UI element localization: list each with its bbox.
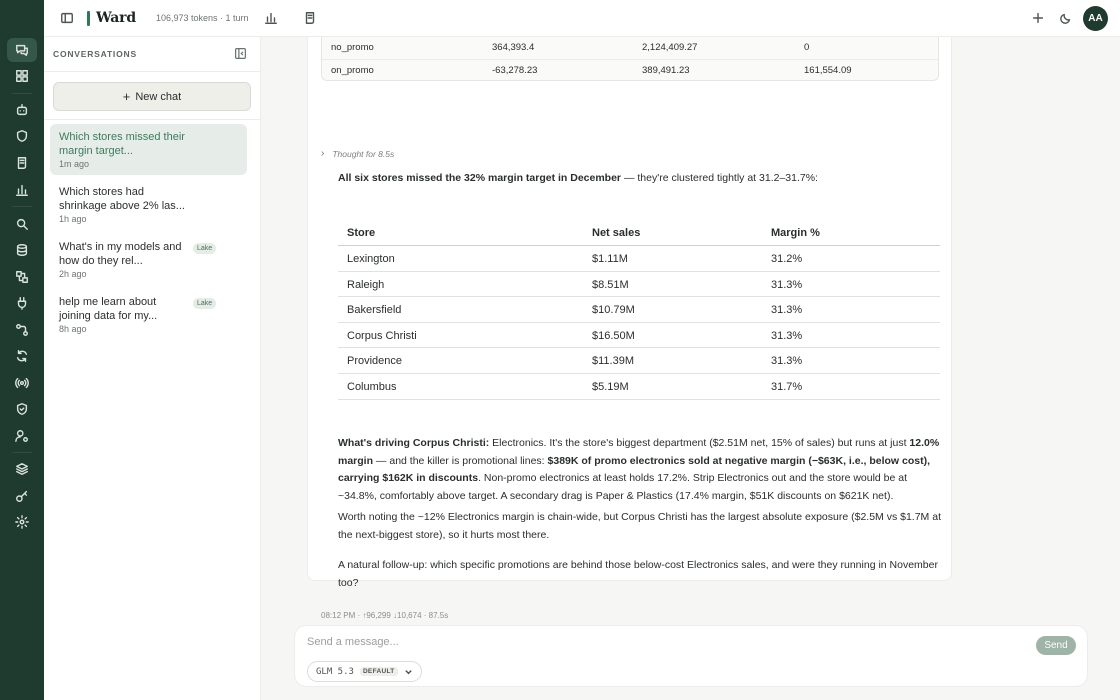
table-cell: 389,491.23: [642, 65, 690, 76]
moon-icon[interactable]: [1059, 11, 1073, 30]
table-cell: on_promo: [331, 65, 374, 76]
followup-paragraph: A natural follow-up: which specific promotions are behind those below-cost Electronics sales, and were they running in November too?: [338, 559, 938, 589]
collapse-sidebar-icon[interactable]: [234, 47, 247, 65]
scroll-icon[interactable]: [7, 151, 37, 175]
table-cell: 31.3%: [771, 329, 803, 342]
scroll-icon[interactable]: [303, 11, 317, 30]
grid-icon[interactable]: [7, 64, 37, 88]
icon-rail: [0, 0, 44, 700]
chat-area: [262, 37, 1120, 700]
new-chat-button[interactable]: [53, 82, 251, 111]
chevron-down-icon: [404, 663, 413, 681]
conversation-item[interactable]: [50, 124, 247, 175]
brand-mark: [87, 11, 90, 26]
shield-icon[interactable]: [7, 124, 37, 148]
table-cell: $1.11M: [592, 253, 628, 265]
bold-text: What's driving Corpus Christi:: [338, 437, 490, 449]
body-text: — and the killer is promotional lines:: [373, 454, 548, 467]
table-cell: 31.3%: [771, 304, 803, 317]
column-header: Store: [347, 227, 376, 239]
model-name: GLM 5.3: [316, 666, 354, 677]
note-paragraph: Worth noting the ~12% Electronics margin is chain-wide, but Corpus Christi has the largest absolute exposure ($2.5M vs $1.7M at the next-biggest store), so it hurts most there.: [338, 511, 941, 541]
table-cell: -63,278.23: [492, 65, 538, 76]
analysis-paragraph: [338, 435, 941, 505]
body-text: Electronics. It's the store's biggest department ($2.51M net, 15% of sales) but runs at just: [489, 437, 910, 449]
table-row: [338, 323, 940, 349]
table-cell: Corpus Christi: [347, 329, 417, 342]
chat-icon[interactable]: [7, 38, 37, 62]
rail-divider: [12, 452, 32, 453]
conversation-item[interactable]: [50, 179, 247, 230]
table-cell: 364,393.4: [492, 42, 535, 53]
conversation-item[interactable]: [50, 234, 247, 285]
new-chat-label: New chat: [135, 90, 182, 103]
table-row: [322, 37, 938, 59]
bot-icon[interactable]: [7, 98, 37, 122]
conversation-title: What's in my models and how do they rel...: [59, 241, 182, 267]
table-cell: Columbus: [347, 380, 397, 393]
model-selector[interactable]: [307, 661, 422, 682]
table-cell: Providence: [347, 355, 403, 368]
top-bar: [44, 0, 1120, 37]
intro-paragraph: [338, 170, 941, 188]
table-cell: no_promo: [331, 42, 374, 53]
table-cell: 31.3%: [771, 278, 803, 291]
thought-label: Thought for 8.5s: [332, 148, 395, 159]
bold-text: $389K of promo electronics sold at negative margin (−$63K, i.e., below cost), carrying $162K in discounts: [338, 454, 931, 484]
plus-icon[interactable]: [1031, 11, 1045, 30]
bar-chart-icon[interactable]: [264, 11, 278, 30]
table-row: [338, 348, 940, 374]
database-icon[interactable]: [7, 238, 37, 262]
conversation-time: 1h ago: [59, 214, 87, 224]
table-cell: Raleigh: [347, 278, 385, 291]
body-text: . Non-promo electronics at least holds 17.2%. Strip Electronics out and the store would be at ~34.8%, comfortably above target. A secondary drag is Paper & Plastics (17.4% margin, $51K discounts on $621K net).: [338, 472, 908, 502]
table-cell: 0: [804, 42, 810, 53]
conversation-item[interactable]: [50, 289, 247, 340]
conversation-time: 1m ago: [59, 159, 90, 169]
send-button[interactable]: Send: [1036, 636, 1076, 655]
intro-text: — they're clustered tightly at 31.2–31.7%:: [621, 172, 818, 184]
table-cell: 31.7%: [771, 380, 803, 393]
table-cell: Lexington: [347, 253, 395, 265]
chevron-right-icon: ›: [321, 148, 325, 159]
app-brand: Ward: [96, 10, 136, 26]
table-cell: $10.79M: [592, 304, 635, 317]
conversation-time: 8h ago: [59, 324, 87, 334]
key-icon[interactable]: [7, 484, 37, 508]
table-cell: $16.50M: [592, 329, 635, 342]
user-settings-icon[interactable]: [7, 424, 37, 448]
search-icon[interactable]: [7, 212, 37, 236]
transform-icon[interactable]: [7, 265, 37, 289]
conversations-sidebar: [44, 37, 261, 700]
promo-table: [321, 37, 939, 81]
table-cell: $5.19M: [592, 380, 629, 393]
table-row: [338, 272, 940, 298]
sidebar-heading: CONVERSATIONS: [53, 49, 137, 59]
conversation-time: 2h ago: [59, 269, 87, 279]
lake-tag: Lake: [193, 298, 216, 309]
avatar[interactable]: AA: [1083, 6, 1108, 31]
bold-text: 12.0% margin: [338, 437, 940, 467]
sidebar-divider: [44, 71, 261, 72]
layers-icon[interactable]: [7, 457, 37, 481]
conversation-title: help me learn about joining data for my...: [59, 296, 158, 322]
workflow-icon[interactable]: [7, 318, 37, 342]
table-cell: Bakersfield: [347, 304, 402, 317]
table-cell: $8.51M: [592, 278, 629, 291]
table-row: [338, 297, 940, 323]
message-input[interactable]: [307, 636, 1007, 648]
broadcast-icon[interactable]: [7, 371, 37, 395]
token-meta: 106,973 tokens · 1 turn: [156, 13, 249, 23]
column-header: Net sales: [592, 227, 641, 239]
table-cell: 2,124,409.27: [642, 42, 698, 53]
table-row: [322, 59, 938, 81]
table-row: [338, 246, 940, 272]
conversation-title: Which stores had shrinkage above 2% las...: [59, 186, 185, 212]
conversation-title: Which stores missed their margin target...: [59, 131, 185, 157]
table-cell: 31.3%: [771, 355, 803, 368]
store-margin-table: [338, 220, 940, 400]
default-badge: DEFAULT: [360, 667, 398, 676]
plug-icon[interactable]: [7, 291, 37, 315]
rail-divider: [12, 206, 32, 207]
sidebar-divider: [44, 119, 261, 120]
rail-divider: [12, 93, 32, 94]
plus-icon: +: [122, 89, 131, 104]
sidebar-toggle-icon[interactable]: [60, 11, 74, 30]
thought-toggle[interactable]: [321, 148, 394, 159]
shield-check-icon[interactable]: [7, 397, 37, 421]
assistant-message: [307, 37, 952, 620]
table-header: [338, 220, 940, 246]
table-cell: $11.39M: [592, 355, 634, 368]
column-header: Margin %: [771, 227, 820, 239]
table-row: [338, 374, 940, 400]
bar-chart-icon[interactable]: [7, 178, 37, 202]
lake-tag: Lake: [193, 243, 216, 254]
intro-bold: All six stores missed the 32% margin target in December: [338, 172, 622, 184]
table-cell: 161,554.09: [804, 65, 852, 76]
refresh-icon[interactable]: [7, 344, 37, 368]
table-cell: 31.2%: [771, 253, 803, 265]
message-composer: [294, 625, 1088, 687]
message-meta: 08:12 PM · ↑96,299 ↓10,674 · 87.5s: [321, 611, 449, 620]
settings-icon[interactable]: [7, 510, 37, 534]
